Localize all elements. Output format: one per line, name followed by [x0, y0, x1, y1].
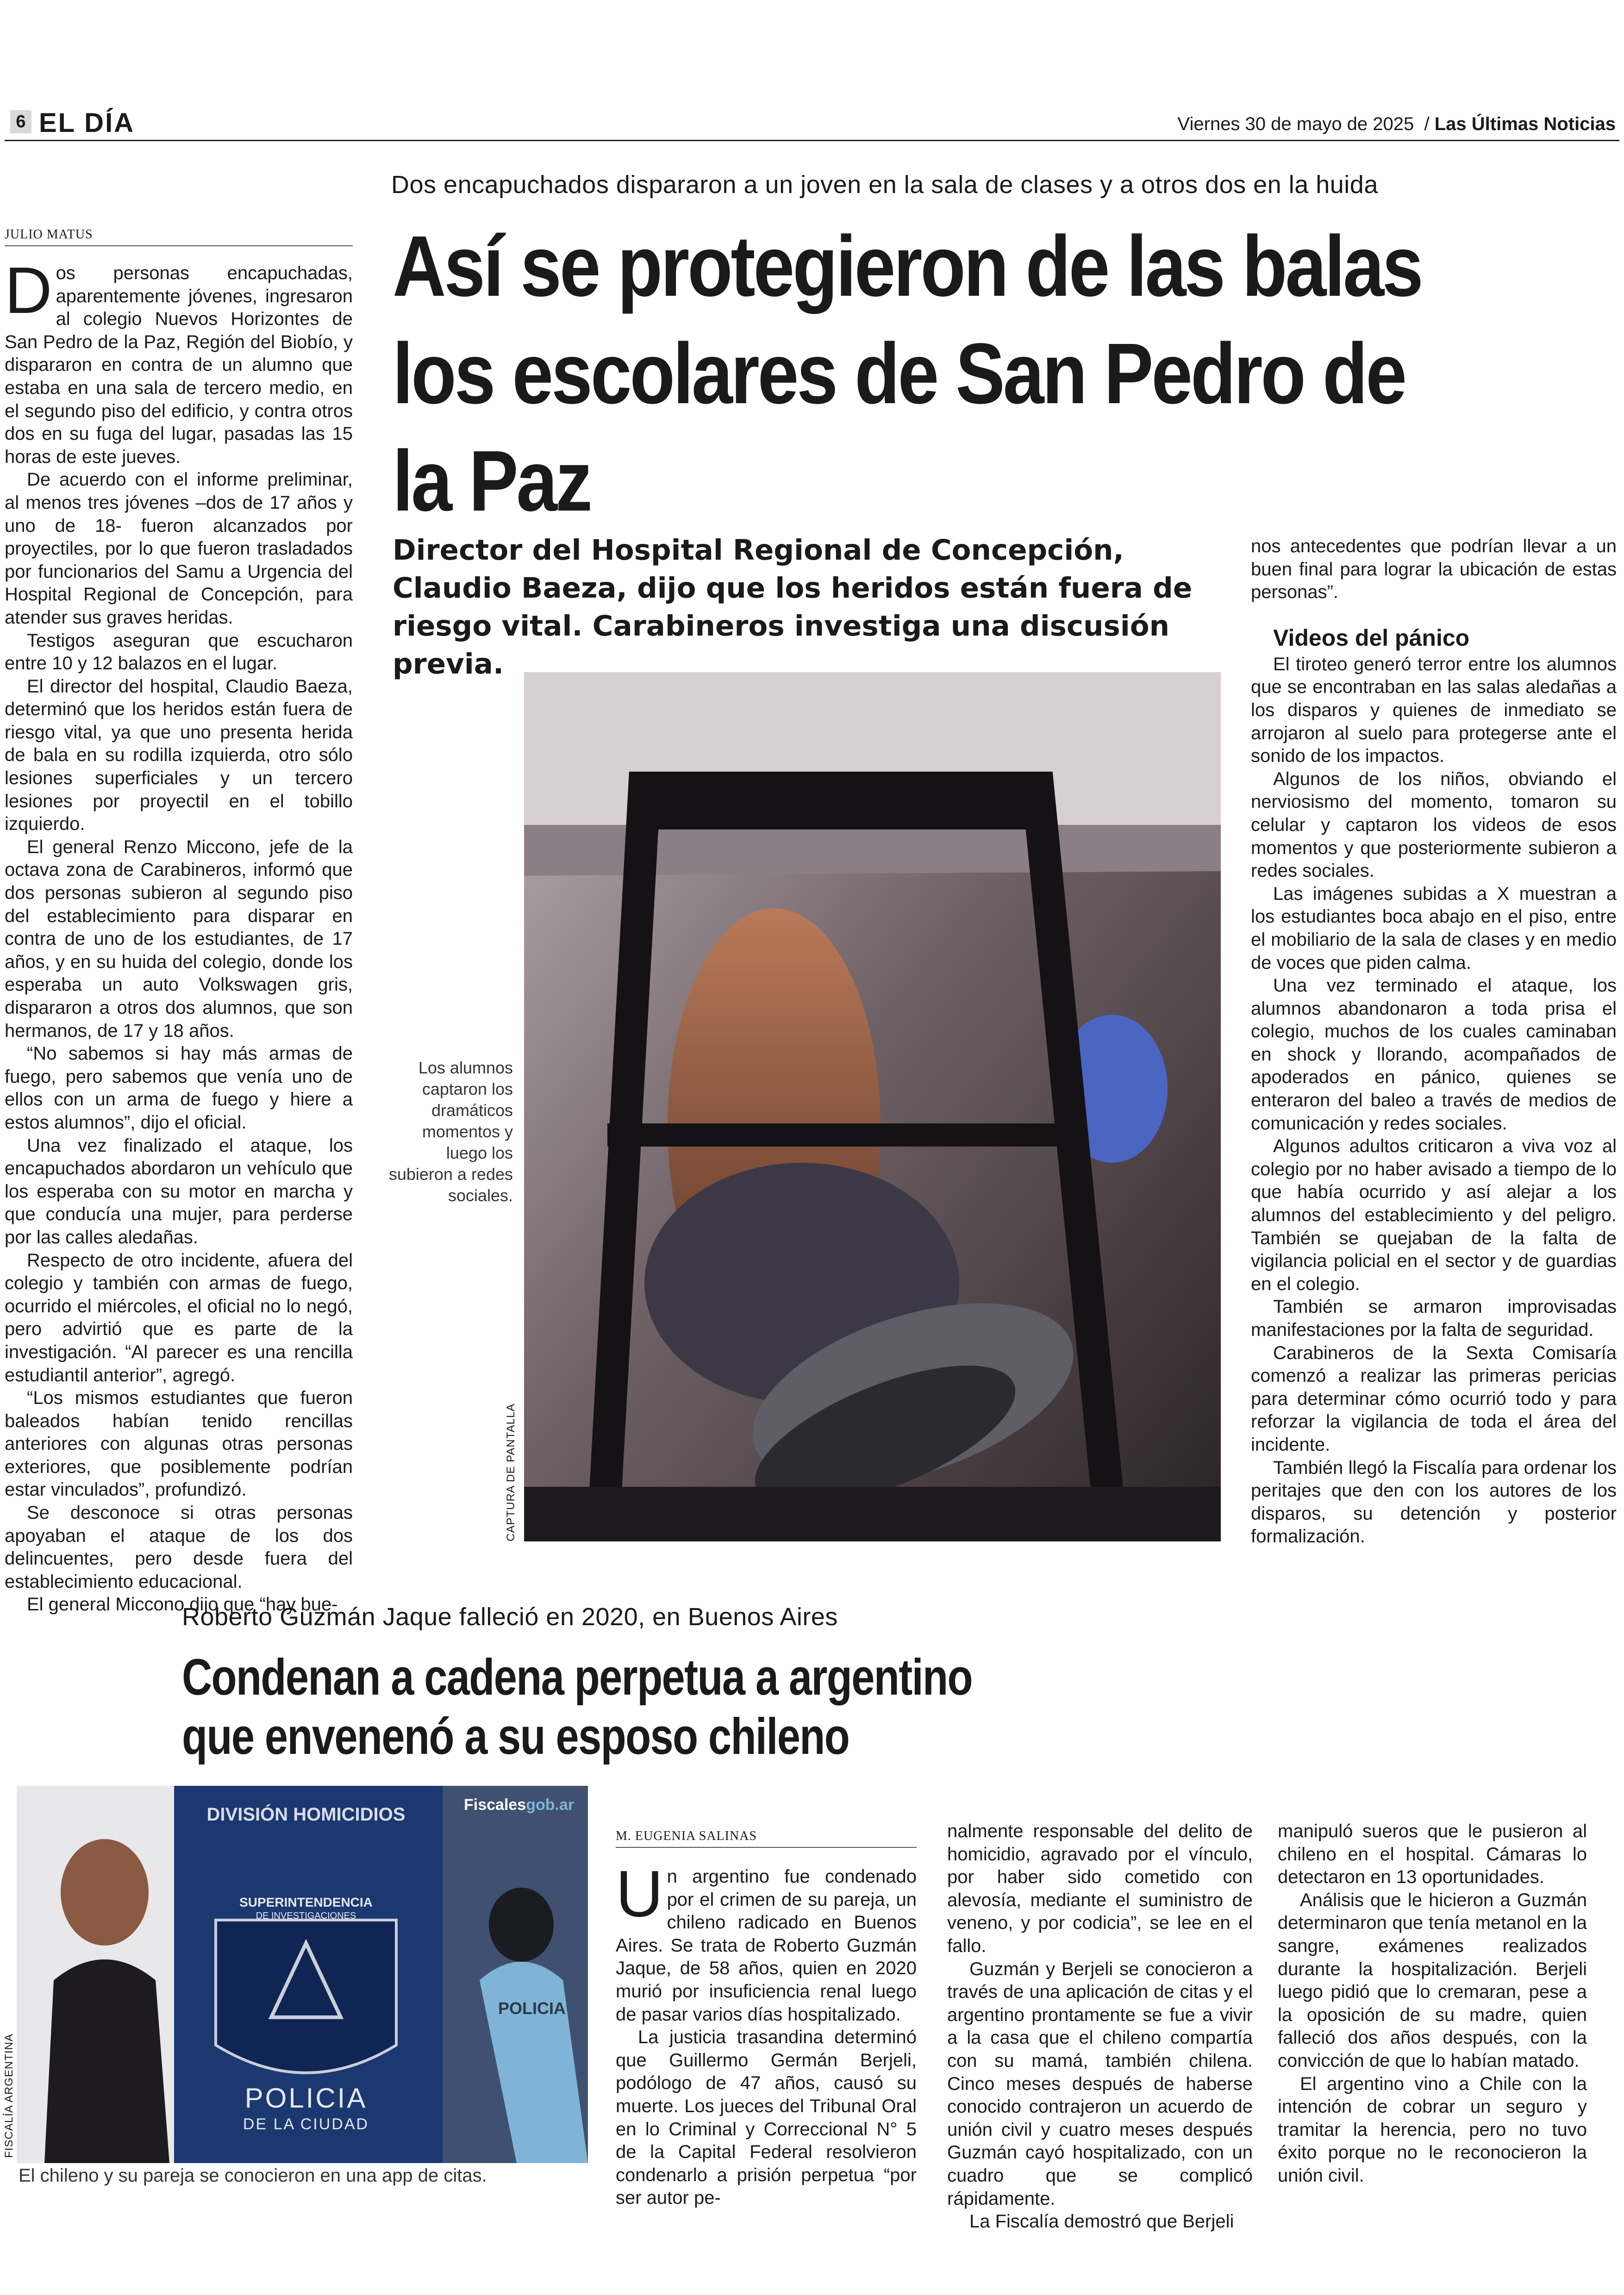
header-dateline: Viernes 30 de mayo de 2025 / Las Últimas Noticias [1177, 114, 1616, 134]
story1-paragraph: El tiroteo generó terror entre los alumnos que se encontraban en las salas aledañas a los disparos y quienes de inmediato se arrojaron al suelo para protegerse ante el sonido de los impactos. [1251, 654, 1617, 767]
story1-paragraph: También se armaron improvisadas manifestaciones por la falta de seguridad. [1251, 1297, 1617, 1340]
story1-photo [524, 672, 1221, 1541]
story1-column-3 [1251, 535, 1617, 1548]
story2-headline [182, 1648, 1207, 1766]
story1-paragraph: Se desconoce si otras personas apoyaban el ataque de los dos delincuentes, pero desde fuera del establecimiento educacional. [5, 1503, 353, 1592]
story2-headline-line2: que envenenó a su esposo chileno [182, 1708, 849, 1765]
story1-paragraph: Algunos de los niños, obviando el nerviosismo del momento, tomaron su celular y captaron los videos de esos momentos y que posteriormente subieron a redes sociales. [1251, 768, 1617, 881]
story2-dropcap: U [616, 1857, 663, 1931]
story1-paragraph: Dos personas encapuchadas, aparentemente jóvenes, ingresaron al colegio Nuevos Horizontes de San Pedro de la Paz, Región del Biobío, y dispararon en contra de un alumno que estaba en una sala de tercero medio, en el segundo piso del edificio, y contra otros dos en su fuga del lugar, pasadas las 15 horas de este jueves. [5, 254, 353, 467]
story1-paragraph: Una vez finalizado el ataque, los encapuchados abordaron un vehículo que los esperaba con su motor en marcha y que conducía una mujer, para perderse por las calles aledañas. [5, 1135, 353, 1247]
story1-subhead: Videos del pánico [1273, 624, 1470, 651]
story2-paragraph: nalmente responsable del delito de homicidio, agravado por el vínculo, por haber sido cometido con alevosía, mediante el suministro de veneno, y por codicia”, se lee en el fallo. [947, 1821, 1253, 1956]
story2-paragraph: La justicia trasandina determinó que Guillermo Germán Berjeli, podólogo de 47 años, causó su muerte. Los jueces del Tribunal Oral en lo Criminal y Correccional N° 5 de la Capital Federal resolvieron condenarlo a prisión perpetua “por ser autor pe- [616, 2027, 917, 2208]
story2-kicker: Roberto Guzmán Jaque falleció en 2020, en Buenos Aires [182, 1603, 838, 1631]
story1-paragraph: Carabineros de la Sexta Comisaría comenzó a realizar las primeras pericias para determinar cómo ocurrió todo y para reforzar la vigilancia de toda el área del incidente. [1251, 1342, 1617, 1455]
story2-paragraph: El argentino vino a Chile con la intención de cobrar un seguro y tramitar la herencia, pero no tuvo éxito porque no le reconocieron la unión civil. [1278, 2073, 1587, 2186]
story1-paragraph: El general Miccono dijo que “hay bue- [27, 1594, 338, 1615]
story1-paragraph: Testigos aseguran que escucharon entre 10 y 12 balazos en el lugar. [5, 630, 353, 674]
story2-column-2 [947, 1820, 1253, 2233]
story1-paragraph: “No sabemos si hay más armas de fuego, pero sabemos que venía uno de ellos con un arma de fuego y hiere a estos alumnos”, dijo el oficial. [5, 1043, 353, 1133]
story1-photo-credit: CAPTURA DE PANTALLA [505, 1403, 517, 1541]
photo-city: DE LA CIUDAD [243, 2115, 369, 2133]
story2-headline-line1: Condenan a cadena perpetua a argentino [182, 1649, 972, 1706]
vest-label: POLICIA [498, 1999, 566, 2018]
photo-police: POLICIA [244, 2083, 368, 2114]
story2-paragraph: La Fiscalía demostró que Berjeli [969, 2211, 1234, 2232]
story1-paragraph: Las imágenes subidas a X muestran a los estudiantes boca abajo en el piso, entre el mobiliario de la sala de clases y en medio de voces que piden calma. [1251, 883, 1617, 973]
story2-paragraph: Un argentino fue condenado por el crimen de su pareja, un chileno radicado en Buenos Aires. Se trata de Roberto Guzmán Jaque, de 58 años, quien en 2020 murió por insuficiencia renal luego de pasar varios días hospitalizado. [616, 1857, 917, 2025]
section-title: EL DÍA [39, 108, 135, 138]
story1-paragraph: Una vez terminado el ataque, los alumnos abandonaron a toda prisa el colegio, muchos de los cuales caminaban en shock y llorando, acompañados de apoderados en pánico, quienes se enteraron del baleo a través de medios de comunicación y redes sociales. [1251, 975, 1617, 1134]
badge-sub: DE INVESTIGACIONES [256, 1911, 356, 1921]
story1-paragraph: Algunos adultos criticaron a viva voz al colegio por no haber avisado a tiempo de lo que había ocurrido y así alejar a los alumnos del establecimiento y del peligro. También se quejaban de la falta de vigilancia policial en el sector y de guardias en el colegio. [1251, 1136, 1617, 1294]
story1-byline: JULIO MATUS [5, 223, 353, 246]
story1-paragraph: nos antecedentes que podrían llevar a un buen final para lograr la ubicación de estas personas”. [1251, 536, 1617, 603]
story2-photo-credit: FISCALÍA ARGENTINA [3, 2033, 15, 2158]
story1-kicker: Dos encapuchados dispararon a un joven en la sala de clases y a otros dos en la huida [391, 171, 1378, 199]
story1-deck: Director del Hospital Regional de Concepción, Claudio Baeza, dijo que los heridos están fuera de riesgo vital. Carabineros investiga una discusión previa. [393, 534, 1193, 680]
story2-paragraph: Guzmán y Berjeli se conocieron a través de una aplicación de citas y el argentino prontamente se fue a vivir a la casa que el chileno compartía con su mamá, también chilena. Cinco meses después de haberse conocido contrajeron un acuerdo de unión civil y cuatro meses después Guzmán cayó hospitalizado, con un cuadro que se complicó rápidamente. [947, 1958, 1253, 2209]
story1-column-1 [5, 254, 353, 1616]
story1-photo-caption: Los alumnos captaron los dramáticos momentos y luego los subieron a redes sociales. [388, 1058, 513, 1205]
photo-watermark: Fiscalesgob.ar [464, 1796, 575, 1814]
story2-column-1 [616, 1857, 917, 2210]
badge-top: SUPERINTENDENCIA [239, 1895, 373, 1909]
classroom-floor-image [524, 672, 1221, 1541]
story2-photo [17, 1786, 588, 2163]
story1-paragraph: “Los mismos estudiantes que fueron baleados habían tenido rencillas anteriores con algunas otras personas exteriores, que posiblemente podrían estar vinculados”, profundizó. [5, 1388, 353, 1500]
publication-name: Las Últimas Noticias [1434, 114, 1616, 134]
story1-paragraph: El general Renzo Miccono, jefe de la octava zona de Carabineros, informó que dos personas subieron al segundo piso del establecimiento para disparar en contra de uno de los estudiantes, de 17 años, y en su huida del colegio, donde los esperaba un auto Volkswagen gris, dispararon a otros dos alumnos, que son hermanos, de 17 y 18 años. [5, 836, 353, 1041]
story2-column-3 [1278, 1820, 1587, 2188]
story2-byline: M. EUGENIA SALINAS [616, 1825, 917, 1848]
story1-paragraph: El director del hospital, Claudio Baeza, determinó que los heridos están fuera de riesgo vital, ya que uno presenta herida de bala en su rodilla izquierda, otro sólo lesiones superficiales y un tercero lesiones por proyectil en el tobillo izquierdo. [5, 676, 353, 835]
story2-paragraph: manipuló sueros que le pusieron al chileno en el hospital. Cámaras lo detectaron en 13 oportunidades. [1278, 1821, 1587, 1888]
story1-dropcap: D [5, 254, 52, 327]
story2-photo-caption: El chileno y su pareja se conocieron en una app de citas. [19, 2165, 487, 2186]
header-rule [5, 140, 1619, 141]
story1-paragraph: También llegó la Fiscalía para ordenar los peritajes que den con los autores de los disparos, su detención y posterior formalización. [1251, 1457, 1617, 1547]
story1-paragraph: De acuerdo con el informe preliminar, al menos tres jóvenes –dos de 17 años y uno de 18- fueron alcanzados por proyectiles, por lo que fueron trasladados por funcionarios del Samu a Urgencia del Hospital Regional de Concepción, para atender sus graves heridas. [5, 469, 353, 628]
photo-banner: DIVISIÓN HOMICIDIOS [206, 1804, 406, 1825]
story1-paragraph: Respecto de otro incidente, afuera del colegio y también con armas de fuego, ocurrido el miércoles, el oficial no lo negó, pero advirtió que es parte de la investigación. “Al parecer es una rencilla estudiantil anterior”, agregó. [5, 1250, 353, 1385]
story2-paragraph: Análisis que le hicieron a Guzmán determinaron que tenía metanol en la sangre, exámenes realizados durante la hospitalización. Berjeli luego pidió que lo cremaran, pese a la oposición de su madre, quien falleció dos años después, con la convicción de que lo habían matado. [1278, 1890, 1587, 2071]
page-number: 6 [10, 110, 31, 133]
story1-headline: Así se protegieron de las balas los escolares de San Pedro de la Paz [393, 218, 1422, 529]
issue-date: Viernes 30 de mayo de 2025 [1177, 114, 1414, 134]
